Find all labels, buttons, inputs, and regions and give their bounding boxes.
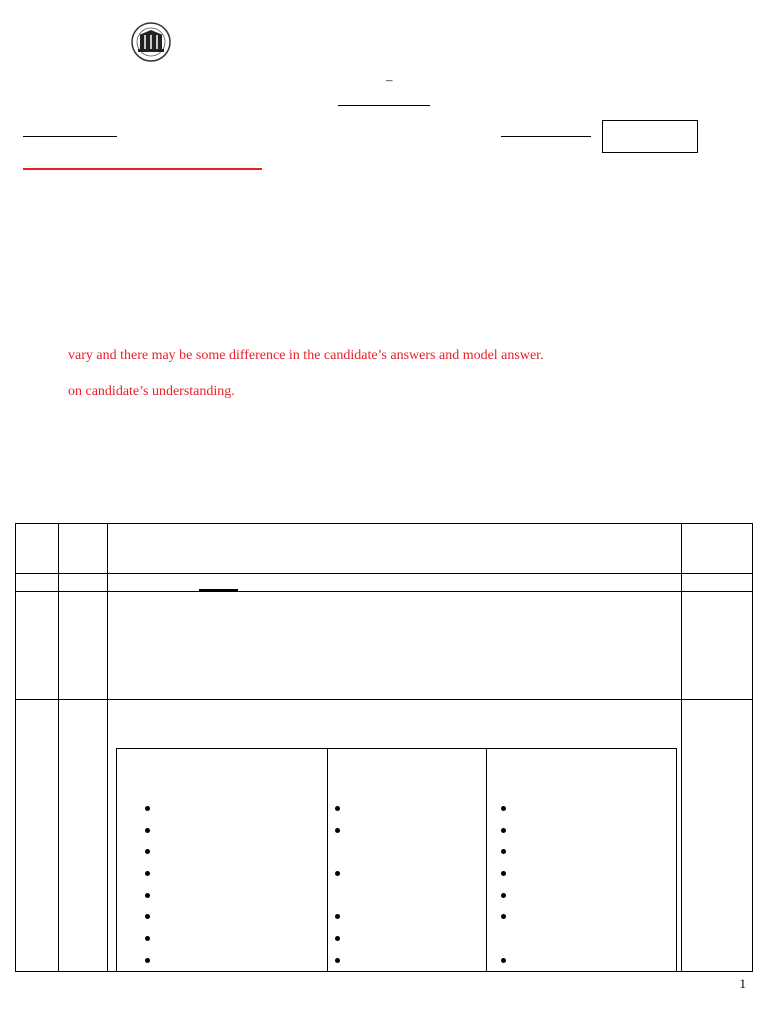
bullet-left	[145, 914, 150, 919]
bullet-left	[145, 849, 150, 854]
bullet-right	[501, 958, 506, 963]
instruction-line-2: on candidate’s understanding.	[68, 384, 235, 399]
bullet-middle	[335, 936, 340, 941]
row-divider-header	[15, 573, 753, 574]
row-divider-2	[15, 699, 753, 700]
bullet-middle	[335, 871, 340, 876]
bullet-middle	[335, 914, 340, 919]
bullet-left	[145, 871, 150, 876]
comparison-table	[116, 748, 677, 972]
bullet-middle	[335, 958, 340, 963]
comparison-col-divider-1	[327, 748, 328, 972]
institution-logo	[128, 20, 174, 64]
title-dash-mark: –	[386, 72, 393, 87]
bullet-left	[145, 958, 150, 963]
row-1-underline	[199, 589, 238, 591]
subject-code-rule	[501, 136, 591, 137]
bullet-right	[501, 914, 506, 919]
instruction-line-1: vary and there may be some difference in the candidate’s answers and model answer.	[68, 348, 544, 363]
bullet-right	[501, 893, 506, 898]
row-divider-1	[15, 591, 753, 592]
msbte-book-seal-icon	[128, 20, 174, 64]
bullet-right	[501, 828, 506, 833]
bullet-right	[501, 871, 506, 876]
bullet-left	[145, 806, 150, 811]
subject-code-box	[602, 120, 698, 153]
subject-title-rule	[338, 105, 430, 106]
bullet-right	[501, 806, 506, 811]
bullet-right	[501, 849, 506, 854]
bullet-middle	[335, 828, 340, 833]
page-number: 1	[739, 976, 746, 991]
bullet-left	[145, 828, 150, 833]
bullet-middle	[335, 806, 340, 811]
bullet-left	[145, 893, 150, 898]
bullet-left	[145, 936, 150, 941]
comparison-col-divider-2	[486, 748, 487, 972]
subject-name-rule	[23, 136, 117, 137]
important-instructions-rule	[23, 168, 262, 170]
